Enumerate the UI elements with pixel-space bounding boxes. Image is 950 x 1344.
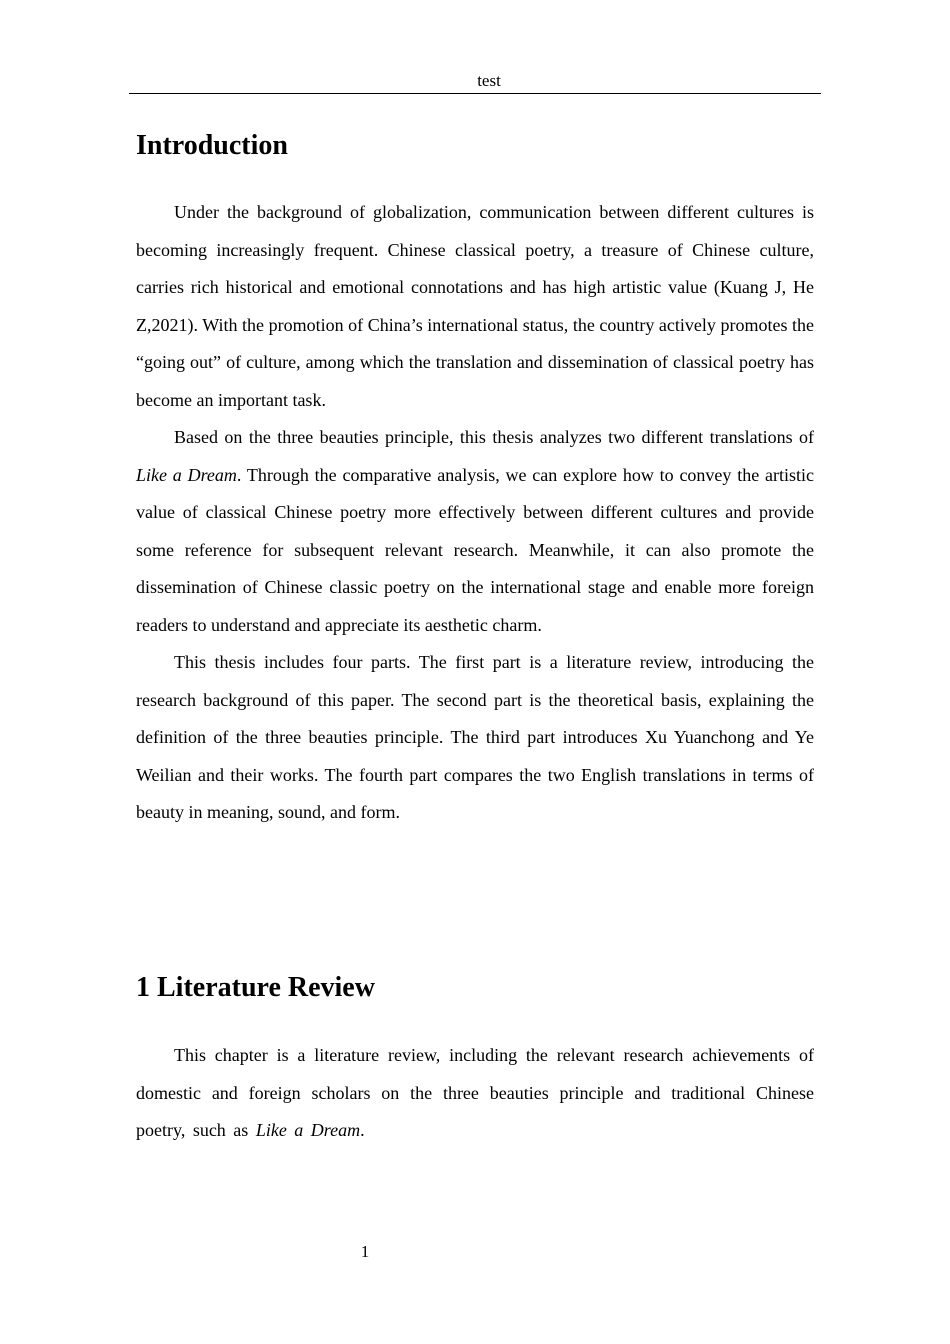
introduction-body: [136, 194, 814, 832]
intro-paragraph-1: Under the background of globalization, communication between different cultures is becoming increasingly frequent. Chinese classical poetry, a treasure of Chinese culture, carries rich historical and emotional connotations and has high artistic value (Kuang J, He Z,2021). With the promotion of China’s international status, the country actively promotes the “going out” of culture, among which the translation and dissemination of classical poetry has become an important task.: [136, 202, 814, 410]
intro-p2-text-b: . Through the comparative analysis, we can explore how to convey the artistic value of classical Chinese poetry more effectively between different cultures and provide some reference for subsequent relevant research. Meanwhile, it can also promote the dissemination of Chinese classic poetry on the international stage and enable more foreign readers to understand and appreciate its aesthetic charm.: [136, 464, 814, 635]
running-header: test: [477, 71, 501, 90]
poem-title-like-a-dream: Like a Dream: [136, 464, 237, 485]
intro-paragraph-3: This thesis includes four parts. The first part is a literature review, introducing the research background of this paper. The second part is the theoretical basis, explaining the definition of the three beauties principle. The third part introduces Xu Yuanchong and Ye Weilian and their works. The fourth part compares the two English translations in terms of beauty in meaning, sound, and form.: [136, 652, 814, 822]
poem-title-like-a-dream: Like a Dream: [255, 1120, 361, 1140]
page-number: 1: [360, 1242, 370, 1261]
intro-p2-text-a: Based on the three beauties principle, this thesis analyzes two different translations of: [174, 427, 814, 447]
lit-p1-text-b: .: [360, 1120, 365, 1140]
lit-p1-text-a: This chapter is a literature review, including the relevant research achievements of domestic and foreign scholars on the three beauties principle and traditional Chinese poetry, such as: [136, 1045, 814, 1140]
section-title-introduction: Introduction: [136, 130, 288, 161]
intro-paragraph-2: [136, 419, 814, 644]
literature-review-body: [136, 1037, 814, 1150]
section-title-literature-review: 1 Literature Review: [136, 972, 375, 1003]
lit-review-paragraph-1: [136, 1037, 814, 1150]
header-rule: [129, 93, 821, 94]
